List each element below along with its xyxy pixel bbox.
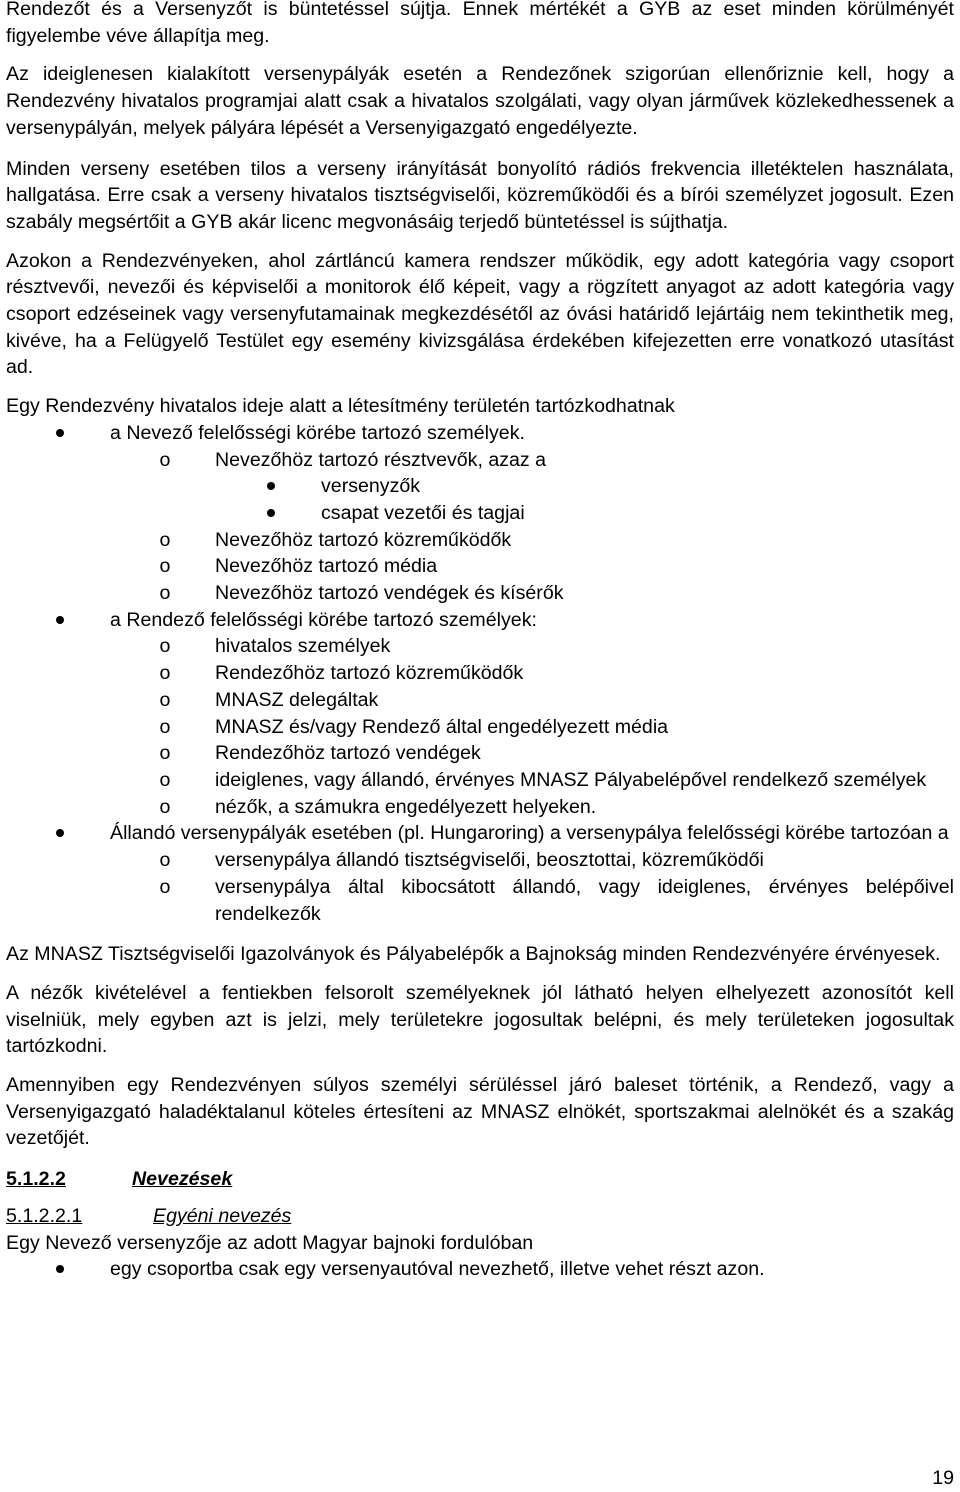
paragraph-identification: A nézők kivételével a fentiekben felsorolt személyeknek jól látható helyen elhelyezett azonosítót kell viselniük, mely egyben azt is jelzi, mely területekre jogosultak belépni, és mely területeken jogosultak tartózkodni.: [6, 981, 954, 1058]
circle-marker: o: [159, 742, 171, 765]
circle-marker: o: [159, 768, 171, 791]
list-item: o Rendezőhöz tartozó közreműködők: [6, 660, 954, 687]
bullet-icon: [50, 1256, 70, 1283]
bullet-icon: [261, 500, 281, 527]
bullet-icon: [50, 820, 70, 847]
subsection-heading: [6, 1203, 954, 1230]
circle-marker: o: [159, 875, 171, 898]
list-item: o Nevezőhöz tartozó média: [6, 553, 954, 580]
circle-marker: o: [159, 662, 171, 685]
section-heading: [6, 1166, 954, 1193]
list-item: o nézők, a számukra engedélyezett helyeken.: [6, 794, 954, 821]
paragraph-radio-frequency: Minden verseny esetében tilos a verseny irányítását bonyolító rádiós frekvencia illetéktelen használata, hallgatása. Erre csak a verseny hivatalos tisztségviselői, közreműködői és a bírói személyzet jogosult. Ezen szabály megsértőit a GYB akár licenc megvonásáig terjedő büntetéssel is sújthatja.: [6, 157, 954, 233]
list-item: o versenypálya állandó tisztségviselői, beosztottai, közreműködői: [6, 847, 954, 874]
circle-marker: o: [159, 582, 171, 605]
list-item: o Nevezőhöz tartozó résztvevők, azaz a: [6, 447, 954, 474]
list-item: a Nevező felelősségi körébe tartozó személyek.: [6, 420, 954, 447]
list-item: versenyzők: [6, 473, 954, 500]
circle-marker: o: [159, 528, 171, 551]
paragraph-cctv: Azokon a Rendezvényeken, ahol zártláncú kamera rendszer működik, egy adott kategória vagy csoport résztvevői, nevezői és képviselői a monitorok élő képeit, vagy a rögzített anyagot az adott kategória vagy csoport edzéseinek vagy versenyfutamainak megkezdésétől az óvási határidő lejártáig nem tekinthetik meg, kivéve, ha a Felügyelő Testület egy esemény kivizsgálása érdekében kifejezetten erre vonatkozó utasítást ad.: [6, 249, 954, 379]
paragraph-entry: Egy Nevező versenyzője az adott Magyar bajnoki fordulóban: [6, 1231, 534, 1254]
list-item: o ideiglenes, vagy állandó, érvényes MNASZ Pályabelépővel rendelkező személyek: [6, 767, 954, 794]
bullet-icon: [50, 607, 70, 634]
paragraph-accident: Amennyiben egy Rendezvényen súlyos személyi sérüléssel járó baleset történik, a Rendező, vagy a Versenyigazgató haladéktalanul köteles értesíteni az MNASZ elnökét, sportszakmai alelnökét és a szakág vezetőjét.: [6, 1074, 954, 1150]
list-item: egy csoportba csak egy versenyautóval nevezhető, illetve vehet részt azon.: [6, 1256, 954, 1283]
paragraph-penalty: Rendezőt és a Versenyzőt is büntetéssel sújtja. Ennek mértékét a GYB az eset minden körülményét figyelembe véve állapítja meg.: [6, 0, 954, 47]
presence-list: [6, 420, 954, 927]
list-item: o Nevezőhöz tartozó vendégek és kísérők: [6, 580, 954, 607]
entry-list: [6, 1256, 954, 1283]
circle-marker: o: [159, 448, 171, 471]
bullet-icon: [50, 420, 70, 447]
circle-marker: o: [159, 555, 171, 578]
paragraph-presence: Egy Rendezvény hivatalos ideje alatt a létesítmény területén tartózkodhatnak: [6, 395, 675, 418]
list-item: a Rendező felelősségi körébe tartozó személyek:: [6, 607, 954, 634]
section-number: 5.1.2.2: [6, 1168, 66, 1191]
circle-marker: o: [159, 688, 171, 711]
bullet-icon: [261, 473, 281, 500]
circle-marker: o: [159, 715, 171, 738]
list-item: Állandó versenypályák esetében (pl. Hungaroring) a versenypálya felelősségi körébe tartozóan a: [6, 820, 954, 847]
circle-marker: o: [159, 795, 171, 818]
list-item: csapat vezetői és tagjai: [6, 500, 954, 527]
list-item: o MNASZ delegáltak: [6, 687, 954, 714]
circle-marker: o: [159, 635, 171, 658]
paragraph-temporary-tracks: Az ideiglenesen kialakított versenypályák esetén a Rendezőnek szigorúan ellenőriznie kell, hogy a Rendezvény hivatalos programjai alatt csak a hivatalos szolgálati, vagy olyan járművek közlekedhessenek a versenypályán, melyek pályára lépését a Versenyigazgató engedélyezte.: [6, 63, 954, 139]
list-item: o Rendezőhöz tartozó vendégek: [6, 740, 954, 767]
section-title: Nevezések: [132, 1168, 233, 1191]
list-item: o Nevezőhöz tartozó közreműködők: [6, 527, 954, 554]
paragraph-mnasz-ids: Az MNASZ Tisztségviselői Igazolványok és Pályabelépők a Bajnokság minden Rendezvényére érvényesek.: [6, 943, 941, 966]
document-page: [6, 0, 954, 1283]
list-item: o versenypálya által kibocsátott állandó, vagy ideiglenes, érvényes belépőivel rendelkezők: [6, 874, 954, 927]
list-item: o MNASZ és/vagy Rendező által engedélyezett média: [6, 714, 954, 741]
subsection-number: 5.1.2.2.1: [6, 1204, 83, 1227]
list-item: o hivatalos személyek: [6, 633, 954, 660]
subsection-title: Egyéni nevezés: [153, 1204, 292, 1227]
circle-marker: o: [159, 849, 171, 872]
page-number: 19: [932, 1467, 954, 1490]
